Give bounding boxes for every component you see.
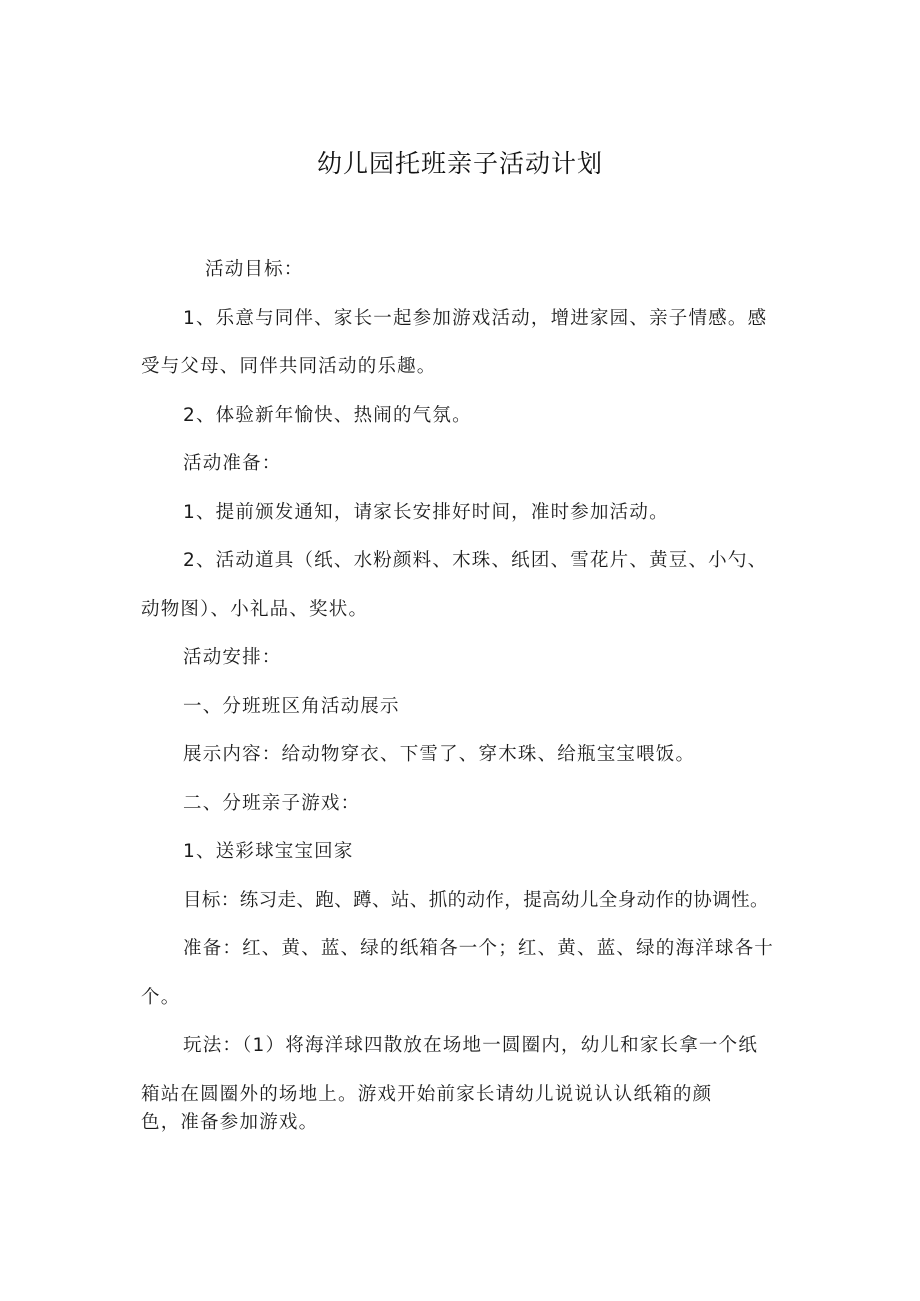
paragraph-line: 展示内容：给动物穿衣、下雪了、穿木珠、给瓶宝宝喂饭。: [183, 744, 696, 765]
paragraph-line: 动物图）、小礼品、奖状。: [141, 599, 369, 620]
paragraph-line: 受与父母、同伴共同活动的乐趣。: [141, 356, 437, 377]
document-title: 幼儿园托班亲子活动计划: [316, 149, 603, 178]
section-heading: 一、分班班区角活动展示: [183, 696, 400, 717]
section-heading: 二、分班亲子游戏：: [183, 793, 361, 814]
paragraph-line: 目标：练习走、跑、蹲、站、抓的动作，提高幼儿全身动作的协调性。: [183, 890, 769, 911]
paragraph-line: 准备：红、黄、蓝、绿的纸箱各一个；红、黄、蓝、绿的海洋球各十: [183, 938, 775, 959]
heading-goals: 活动目标：: [205, 259, 304, 280]
paragraph-line: 2、活动道具（纸、水粉颜料、木珠、纸团、雪花片、黄豆、小勺、: [183, 550, 768, 571]
game-title: 1、送彩球宝宝回家: [183, 841, 354, 862]
heading-preparation: 活动准备：: [183, 453, 282, 474]
heading-arrangement: 活动安排：: [183, 647, 282, 668]
paragraph-line: 玩法：（1）将海洋球四散放在场地一圆圈内，幼儿和家长拿一个纸: [183, 1035, 759, 1056]
paragraph-line: 1、提前颁发通知，请家长安排好时间，准时参加活动。: [183, 502, 669, 523]
paragraph-line: 色，准备参加游戏。: [141, 1112, 319, 1133]
paragraph-line: 箱站在圆圈外的场地上。游戏开始前家长请幼儿说说认认纸箱的颜: [141, 1084, 713, 1105]
paragraph-line: 2、体验新年愉快、热闹的气氛。: [183, 405, 472, 426]
paragraph-line: 个。: [141, 987, 181, 1008]
paragraph-line: 1、乐意与同伴、家长一起参加游戏活动，增进家园、亲子情感。感: [183, 308, 768, 329]
